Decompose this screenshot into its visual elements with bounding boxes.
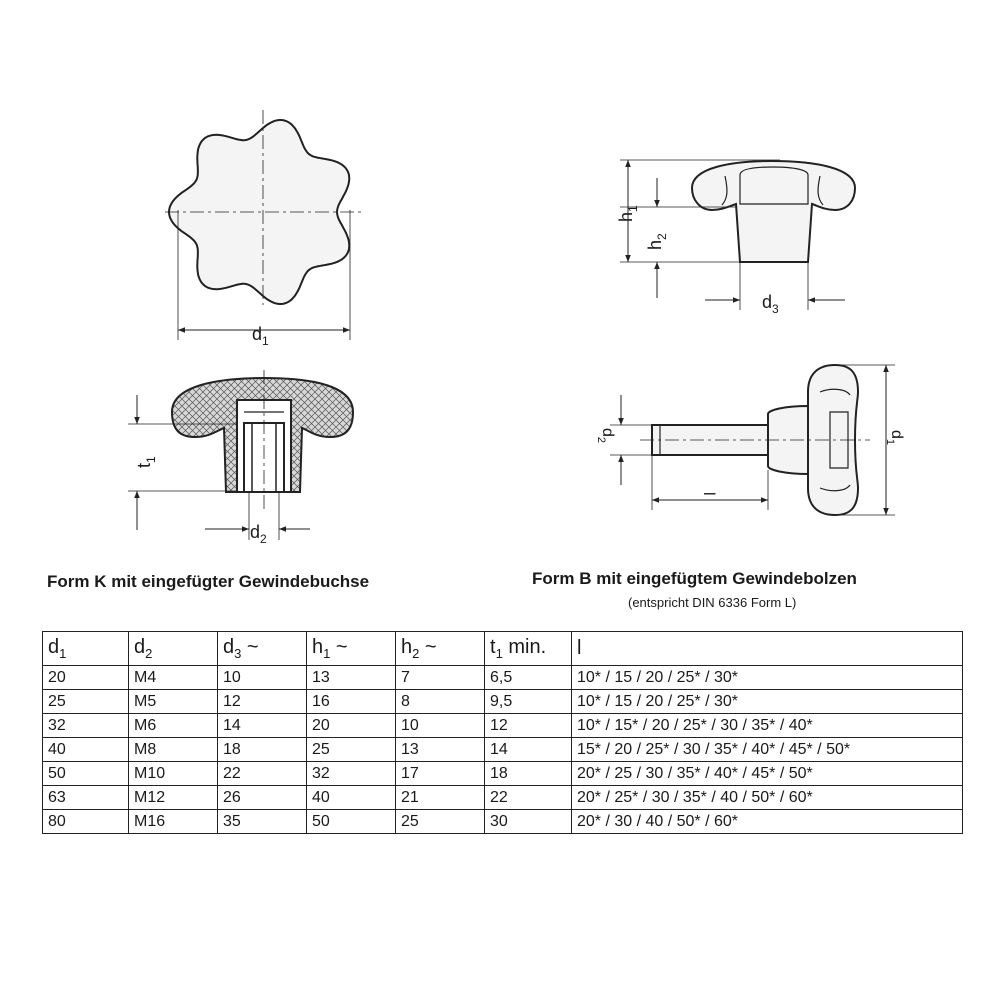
table-cell: 30 — [485, 810, 572, 834]
table-cell: M16 — [129, 810, 218, 834]
dimension-table — [42, 631, 963, 834]
table-cell: 7 — [396, 666, 485, 690]
column-header: l — [572, 632, 963, 666]
table-cell: 21 — [396, 786, 485, 810]
table-cell: 20* / 25* / 30 / 35* / 40 / 50* / 60* — [572, 786, 963, 810]
label-d2-bottom: $d_2$ — [250, 522, 267, 546]
table-cell: M5 — [129, 690, 218, 714]
table-cell: 10 — [218, 666, 307, 690]
table-cell: M4 — [129, 666, 218, 690]
table-cell: 50 — [307, 810, 396, 834]
table-row — [43, 762, 963, 786]
table-cell: 20* / 25 / 30 / 35* / 40* / 45* / 50* — [572, 762, 963, 786]
table-row — [43, 786, 963, 810]
column-header: $d_2$ — [129, 632, 218, 666]
table-row — [43, 690, 963, 714]
table-cell: 50 — [43, 762, 129, 786]
table-cell: 25 — [43, 690, 129, 714]
table-cell: M12 — [129, 786, 218, 810]
label-h2: $h_2$ — [645, 233, 669, 250]
column-header: $t_1$ min. — [485, 632, 572, 666]
label-d2-side: $d_2$ — [595, 428, 616, 444]
table-cell: 13 — [307, 666, 396, 690]
table-cell: 20* / 30 / 40 / 50* / 60* — [572, 810, 963, 834]
caption-form-b-note: (entspricht DIN 6336 Form L) — [628, 595, 797, 610]
table-cell: 25 — [307, 738, 396, 762]
table-cell: 32 — [307, 762, 396, 786]
table-body — [43, 666, 963, 834]
table-cell: 40 — [307, 786, 396, 810]
table-cell: 16 — [307, 690, 396, 714]
table-cell: 20 — [43, 666, 129, 690]
table-cell: 8 — [396, 690, 485, 714]
table-cell: 20 — [307, 714, 396, 738]
table-cell: 14 — [485, 738, 572, 762]
label-d1-top: $d_1$ — [252, 324, 269, 348]
table-cell: M6 — [129, 714, 218, 738]
caption-form-b: Form B mit eingefügtem Gewindebolzen — [532, 569, 857, 588]
label-t1: $t_1$ — [134, 456, 158, 468]
table-header-row — [43, 632, 963, 666]
table-row — [43, 666, 963, 690]
table-cell: 63 — [43, 786, 129, 810]
column-header: $h_2$ ~ — [396, 632, 485, 666]
table-cell: 10 — [396, 714, 485, 738]
table-cell: 10* / 15* / 20 / 25* / 30 / 35* / 40* — [572, 714, 963, 738]
table-cell: 40 — [43, 738, 129, 762]
table-cell: 25 — [396, 810, 485, 834]
table-cell: 18 — [485, 762, 572, 786]
table-cell: 35 — [218, 810, 307, 834]
label-h1: $h_1$ — [616, 205, 640, 222]
table-cell: 18 — [218, 738, 307, 762]
table-row — [43, 714, 963, 738]
label-l: l — [700, 492, 717, 496]
table-cell: 26 — [218, 786, 307, 810]
table-cell: 13 — [396, 738, 485, 762]
table-cell: 22 — [218, 762, 307, 786]
table-row — [43, 810, 963, 834]
label-d1-side: $d_1$ — [884, 430, 905, 446]
caption-form-k: Form K mit eingefügter Gewindebuchse — [47, 572, 370, 591]
table-cell: M10 — [129, 762, 218, 786]
table-cell: 9,5 — [485, 690, 572, 714]
table-cell: 80 — [43, 810, 129, 834]
table-cell: 10* / 15 / 20 / 25* / 30* — [572, 666, 963, 690]
column-header: $h_1$ ~ — [307, 632, 396, 666]
side-view-knob — [692, 161, 855, 262]
label-d3: $d_3$ — [762, 292, 779, 316]
table-cell: 14 — [218, 714, 307, 738]
table-cell: M8 — [129, 738, 218, 762]
column-header: $d_3$ ~ — [218, 632, 307, 666]
table-row — [43, 738, 963, 762]
table-cell: 32 — [43, 714, 129, 738]
table-cell: 15* / 20 / 25* / 30 / 35* / 40* / 45* / 50* — [572, 738, 963, 762]
table-cell: 22 — [485, 786, 572, 810]
table-cell: 12 — [218, 690, 307, 714]
table-cell: 6,5 — [485, 666, 572, 690]
form-k-section-view — [172, 378, 353, 492]
table-cell: 12 — [485, 714, 572, 738]
column-header: $d_1$ — [43, 632, 129, 666]
table-cell: 10* / 15 / 20 / 25* / 30* — [572, 690, 963, 714]
table-cell: 17 — [396, 762, 485, 786]
